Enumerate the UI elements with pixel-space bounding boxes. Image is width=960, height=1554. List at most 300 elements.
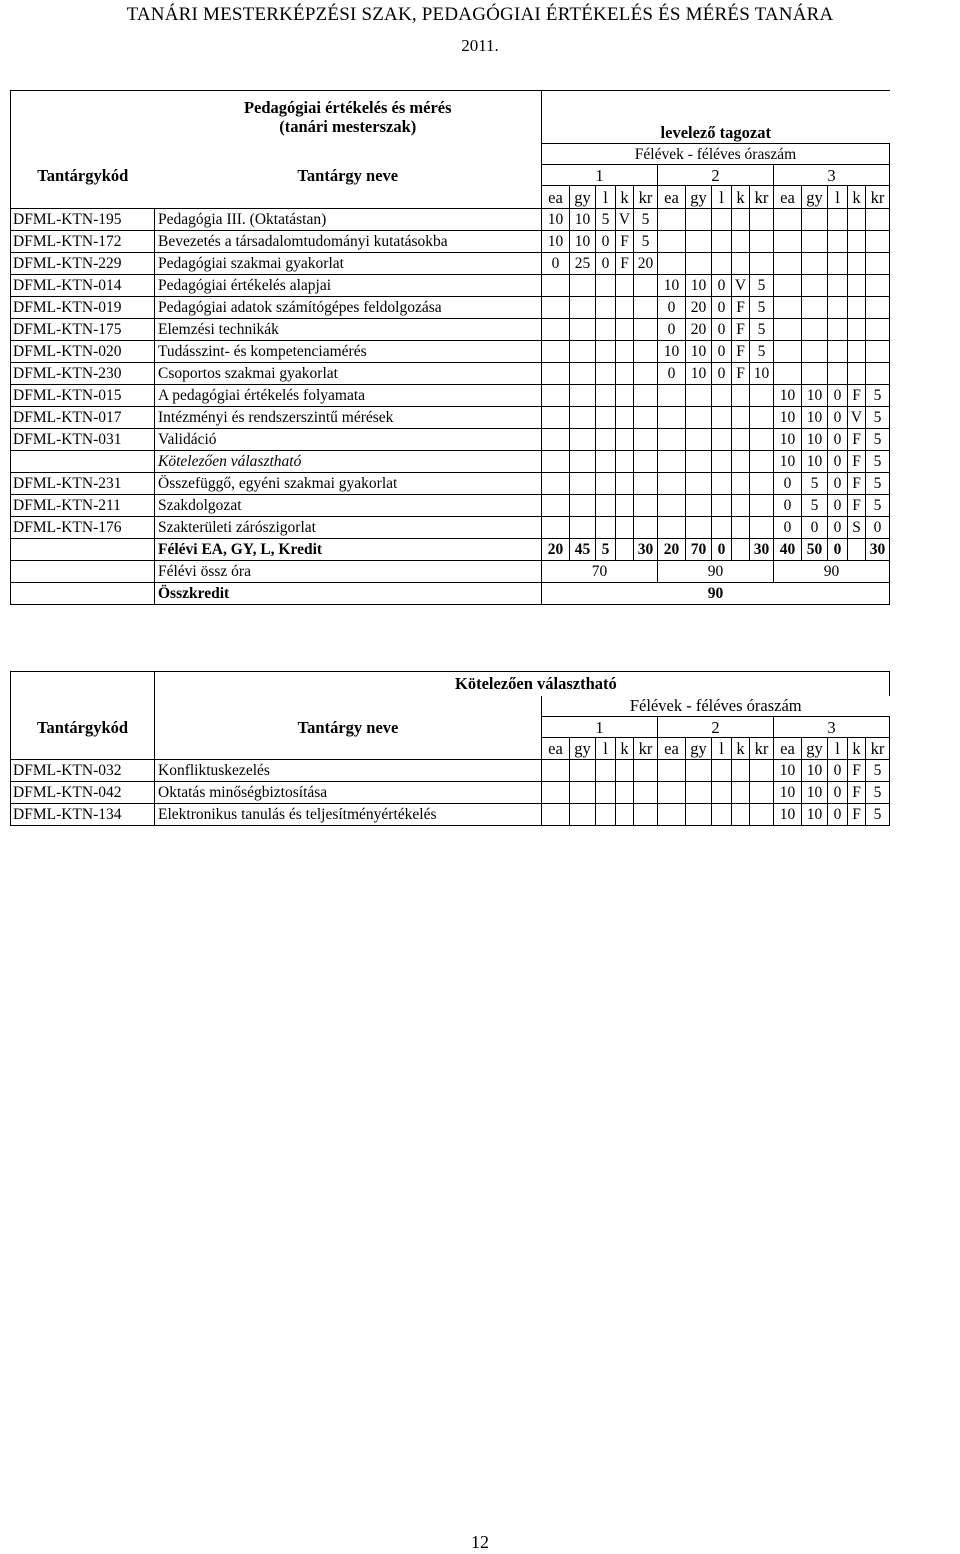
hours-cell: 5: [866, 473, 890, 495]
hours-cell: [732, 495, 750, 517]
hours-cell: 0: [712, 297, 732, 319]
subcolumn-header: ea: [774, 186, 802, 209]
hours-cell: [828, 297, 848, 319]
hours-cell: 10: [774, 760, 802, 782]
hours-cell: [634, 363, 658, 385]
sum-hours-cell: 90: [774, 561, 890, 583]
page-header-year: 2011.: [461, 36, 499, 55]
hours-cell: [634, 804, 658, 826]
hours-cell: 0: [828, 407, 848, 429]
hours-cell: [616, 495, 634, 517]
hours-cell: [616, 319, 634, 341]
hours-cell: [616, 363, 634, 385]
hours-cell: 0: [596, 253, 616, 275]
hours-cell: 0: [542, 253, 570, 275]
hours-cell: [712, 473, 732, 495]
hours-cell: 10: [802, 407, 828, 429]
table-corner-2: [11, 117, 155, 144]
subcolumn-header: l: [712, 738, 732, 760]
table-row: [11, 495, 890, 517]
hours-cell: [596, 517, 616, 539]
sum-hours-cell: 70: [542, 561, 658, 583]
hours-cell: [686, 209, 712, 231]
course-name: Tudásszint- és kompetenciamérés: [155, 341, 542, 363]
hours-cell: [866, 363, 890, 385]
hours-cell: [658, 451, 686, 473]
hours-cell: [570, 804, 596, 826]
course-code: DFML-KTN-230: [11, 363, 155, 385]
hours-cell: [712, 209, 732, 231]
hours-cell: [866, 275, 890, 297]
hours-cell: 10: [802, 804, 828, 826]
hours-cell: [570, 363, 596, 385]
total-cell: 45: [570, 539, 596, 561]
hours-cell: [542, 363, 570, 385]
hours-cell: [634, 782, 658, 804]
hours-cell: [828, 275, 848, 297]
hours-cell: [542, 782, 570, 804]
sum-hours-code: [11, 561, 155, 583]
table-row: [11, 782, 890, 804]
hours-cell: [658, 429, 686, 451]
table-row: [11, 407, 890, 429]
hours-cell: [658, 517, 686, 539]
hours-cell: [802, 363, 828, 385]
hours-cell: F: [848, 782, 866, 804]
hours-cell: [732, 429, 750, 451]
hours-cell: S: [848, 517, 866, 539]
hours-cell: 0: [712, 275, 732, 297]
hours-cell: [686, 473, 712, 495]
hours-cell: [596, 297, 616, 319]
hours-cell: [774, 253, 802, 275]
hours-cell: [802, 231, 828, 253]
hours-cell: V: [616, 209, 634, 231]
hours-cell: [848, 275, 866, 297]
course-code: DFML-KTN-019: [11, 297, 155, 319]
hours-cell: [828, 363, 848, 385]
hours-cell: 20: [686, 297, 712, 319]
course-code: DFML-KTN-176: [11, 517, 155, 539]
hours-cell: [616, 451, 634, 473]
hours-cell: [828, 341, 848, 363]
total-cell: 50: [802, 539, 828, 561]
hours-cell: [712, 429, 732, 451]
hours-cell: 0: [712, 341, 732, 363]
hours-cell: [686, 407, 712, 429]
hours-cell: [658, 782, 686, 804]
hours-cell: [750, 473, 774, 495]
hours-cell: [596, 782, 616, 804]
t2-col-header-name: Tantárgy neve: [155, 696, 542, 760]
hours-cell: 0: [828, 804, 848, 826]
table-row: [11, 297, 890, 319]
page-header-title: TANÁRI MESTERKÉPZÉSI SZAK, PEDAGÓGIAI ÉRTÉKELÉS ÉS MÉRÉS TANÁRA: [126, 4, 834, 25]
hours-cell: 25: [570, 253, 596, 275]
subcolumn-header: kr: [866, 738, 890, 760]
hours-cell: [750, 429, 774, 451]
hours-cell: [542, 385, 570, 407]
hours-cell: F: [848, 760, 866, 782]
hours-cell: [658, 209, 686, 231]
subcolumn-header: k: [732, 738, 750, 760]
hours-cell: [750, 253, 774, 275]
hours-cell: [542, 451, 570, 473]
hours-cell: [802, 209, 828, 231]
course-code: DFML-KTN-172: [11, 231, 155, 253]
hours-cell: 0: [774, 495, 802, 517]
total-cell: [848, 539, 866, 561]
hours-cell: 10: [658, 275, 686, 297]
hours-cell: [750, 782, 774, 804]
hours-cell: 10: [802, 782, 828, 804]
hours-cell: F: [848, 495, 866, 517]
subcolumn-header: ea: [658, 186, 686, 209]
hours-cell: 0: [828, 451, 848, 473]
hours-cell: [634, 341, 658, 363]
course-code: DFML-KTN-175: [11, 319, 155, 341]
subcolumn-header: ea: [542, 186, 570, 209]
hours-cell: 0: [802, 517, 828, 539]
hours-cell: [686, 385, 712, 407]
subcolumn-header: ea: [658, 738, 686, 760]
course-name: Pedagógiai szakmai gyakorlat: [155, 253, 542, 275]
hours-cell: [802, 275, 828, 297]
hours-cell: [866, 253, 890, 275]
hours-cell: [616, 297, 634, 319]
subcolumn-header: l: [828, 738, 848, 760]
subcolumn-header: ea: [542, 738, 570, 760]
hours-cell: 10: [570, 209, 596, 231]
hours-cell: [686, 231, 712, 253]
page-number: 12: [471, 1532, 489, 1552]
hours-cell: [732, 451, 750, 473]
total-cell: 0: [712, 539, 732, 561]
hours-cell: 0: [658, 297, 686, 319]
table-row: [11, 451, 890, 473]
semester-header: 2: [658, 165, 774, 186]
hours-cell: [732, 517, 750, 539]
hours-cell: 0: [828, 760, 848, 782]
hours-cell: [712, 231, 732, 253]
table-row: [11, 385, 890, 407]
hours-cell: [848, 297, 866, 319]
hours-cell: [828, 319, 848, 341]
hours-cell: [802, 253, 828, 275]
total-cell: 20: [658, 539, 686, 561]
subcolumn-header: k: [848, 186, 866, 209]
totals-code: [11, 539, 155, 561]
course-name: Bevezetés a társadalomtudományi kutatásokba: [155, 231, 542, 253]
hours-cell: [634, 495, 658, 517]
course-name: Pedagógiai adatok számítógépes feldolgozása: [155, 297, 542, 319]
hours-cell: [596, 760, 616, 782]
hours-cell: 10: [774, 407, 802, 429]
hours-cell: 10: [686, 363, 712, 385]
total-cell: 30: [866, 539, 890, 561]
table-row: [11, 209, 890, 231]
hours-cell: [596, 407, 616, 429]
hours-cell: 5: [750, 275, 774, 297]
course-name: Pedagógiai értékelés alapjai: [155, 275, 542, 297]
hours-cell: [616, 275, 634, 297]
course-name: Intézményi és rendszerszintű mérések: [155, 407, 542, 429]
hours-cell: [866, 341, 890, 363]
subcolumn-header: kr: [634, 186, 658, 209]
hours-cell: [634, 451, 658, 473]
semester-header: 3: [774, 717, 890, 738]
hours-cell: [570, 429, 596, 451]
total-credit-row: [11, 583, 890, 605]
hours-cell: [712, 253, 732, 275]
hours-cell: F: [848, 429, 866, 451]
hours-cell: 10: [774, 782, 802, 804]
hours-cell: [686, 429, 712, 451]
hours-cell: 10: [802, 451, 828, 473]
course-name: Összefüggő, egyéni szakmai gyakorlat: [155, 473, 542, 495]
hours-cell: 10: [774, 804, 802, 826]
hours-cell: [570, 451, 596, 473]
semester-header: 1: [542, 717, 658, 738]
hours-cell: [542, 429, 570, 451]
hours-cell: [570, 297, 596, 319]
hours-cell: [732, 385, 750, 407]
table-row: [11, 429, 890, 451]
hours-cell: [542, 804, 570, 826]
hours-cell: [828, 253, 848, 275]
course-name: Szakdolgozat: [155, 495, 542, 517]
hours-cell: [774, 341, 802, 363]
semester-header: 2: [658, 717, 774, 738]
hours-cell: [750, 495, 774, 517]
hours-cell: [570, 473, 596, 495]
hours-cell: 0: [712, 363, 732, 385]
hours-cell: 10: [774, 451, 802, 473]
subcolumn-header: gy: [802, 738, 828, 760]
hours-cell: [712, 451, 732, 473]
course-name: Elektronikus tanulás és teljesítményértékelés: [155, 804, 542, 826]
course-code: DFML-KTN-195: [11, 209, 155, 231]
hours-cell: 0: [828, 473, 848, 495]
hours-cell: [542, 341, 570, 363]
subcolumn-header: k: [848, 738, 866, 760]
hours-cell: [616, 804, 634, 826]
hours-cell: [570, 275, 596, 297]
hours-cell: [774, 209, 802, 231]
course-code: [11, 451, 155, 473]
total-cell: 70: [686, 539, 712, 561]
col-header-name: Tantárgy neve: [155, 144, 542, 209]
total-credit-value: 90: [542, 583, 890, 605]
hours-cell: [570, 407, 596, 429]
course-name: Oktatás minőségbiztosítása: [155, 782, 542, 804]
sum-hours-label: Félévi össz óra: [155, 561, 542, 583]
hours-cell: [596, 473, 616, 495]
hours-cell: [866, 319, 890, 341]
hours-cell: [596, 804, 616, 826]
hours-cell: [774, 363, 802, 385]
hours-cell: 0: [828, 782, 848, 804]
subcolumn-header: gy: [686, 186, 712, 209]
subcolumn-header: l: [712, 186, 732, 209]
hours-cell: [634, 429, 658, 451]
course-name: Validáció: [155, 429, 542, 451]
hours-cell: [542, 517, 570, 539]
hours-cell: [750, 231, 774, 253]
table-row: [11, 760, 890, 782]
total-credit-code: [11, 583, 155, 605]
hours-cell: 5: [634, 231, 658, 253]
hours-cell: [774, 231, 802, 253]
totals-row: [11, 539, 890, 561]
hours-cell: [570, 319, 596, 341]
hours-cell: [732, 804, 750, 826]
hours-cell: V: [848, 407, 866, 429]
hours-cell: [570, 517, 596, 539]
hours-cell: [542, 407, 570, 429]
hours-cell: 5: [750, 341, 774, 363]
hours-cell: 5: [866, 451, 890, 473]
hours-cell: [596, 495, 616, 517]
hours-cell: F: [732, 319, 750, 341]
course-code: DFML-KTN-017: [11, 407, 155, 429]
hours-cell: [616, 429, 634, 451]
subcolumn-header: l: [596, 186, 616, 209]
hours-cell: [732, 209, 750, 231]
hours-cell: [712, 782, 732, 804]
course-code: DFML-KTN-031: [11, 429, 155, 451]
hours-cell: [596, 319, 616, 341]
hours-cell: 5: [866, 407, 890, 429]
hours-cell: [802, 319, 828, 341]
hours-cell: [866, 297, 890, 319]
hours-cell: [658, 385, 686, 407]
hours-cell: [712, 407, 732, 429]
hours-cell: [634, 275, 658, 297]
hours-cell: [774, 275, 802, 297]
t2-semesters-label: Félévek - féléves óraszám: [629, 696, 802, 716]
hours-cell: [750, 760, 774, 782]
subcolumn-header: kr: [750, 738, 774, 760]
course-code: DFML-KTN-134: [11, 804, 155, 826]
course-name: Kötelezően választható: [155, 451, 542, 473]
hours-cell: 10: [542, 231, 570, 253]
course-code: DFML-KTN-211: [11, 495, 155, 517]
hours-cell: [596, 363, 616, 385]
elective-title: Kötelezően választható: [155, 672, 890, 696]
table-row: [11, 275, 890, 297]
hours-cell: [658, 804, 686, 826]
hours-cell: [712, 495, 732, 517]
hours-cell: [634, 473, 658, 495]
hours-cell: [774, 297, 802, 319]
hours-cell: [596, 341, 616, 363]
hours-cell: [732, 782, 750, 804]
hours-cell: 10: [774, 385, 802, 407]
hours-cell: [616, 341, 634, 363]
hours-cell: [686, 451, 712, 473]
table-row: [11, 517, 890, 539]
sum-hours-row: [11, 561, 890, 583]
hours-cell: [570, 760, 596, 782]
hours-cell: [634, 760, 658, 782]
hours-cell: [616, 473, 634, 495]
subcolumn-header: kr: [750, 186, 774, 209]
course-name: Konfliktuskezelés: [155, 760, 542, 782]
hours-cell: [658, 473, 686, 495]
hours-cell: 0: [596, 231, 616, 253]
hours-cell: 5: [866, 760, 890, 782]
hours-cell: [542, 760, 570, 782]
hours-cell: [634, 297, 658, 319]
hours-cell: [750, 407, 774, 429]
hours-cell: 10: [658, 341, 686, 363]
table-row: [11, 253, 890, 275]
hours-cell: F: [848, 385, 866, 407]
course-code: DFML-KTN-231: [11, 473, 155, 495]
hours-cell: 5: [802, 495, 828, 517]
curriculum-table: [10, 90, 890, 605]
hours-cell: 10: [686, 341, 712, 363]
subcolumn-header: kr: [634, 738, 658, 760]
hours-cell: 10: [570, 231, 596, 253]
course-code: DFML-KTN-014: [11, 275, 155, 297]
table-row: [11, 473, 890, 495]
t2-col-header-code: Tantárgykód: [11, 696, 155, 760]
table-corner: [11, 91, 155, 117]
semester-header: 1: [542, 165, 658, 186]
hours-cell: 0: [774, 517, 802, 539]
course-code: DFML-KTN-032: [11, 760, 155, 782]
course-name: Szakterületi zárószigorlat: [155, 517, 542, 539]
course-code: DFML-KTN-020: [11, 341, 155, 363]
hours-cell: [686, 782, 712, 804]
hours-cell: [732, 231, 750, 253]
hours-cell: F: [848, 804, 866, 826]
sum-hours-cell: 90: [658, 561, 774, 583]
hours-cell: [658, 760, 686, 782]
total-cell: 40: [774, 539, 802, 561]
hours-cell: [686, 495, 712, 517]
hours-cell: [848, 319, 866, 341]
hours-cell: 5: [866, 429, 890, 451]
hours-cell: [634, 517, 658, 539]
hours-cell: [658, 407, 686, 429]
hours-cell: 5: [866, 385, 890, 407]
elective-table: [10, 671, 890, 826]
hours-cell: [616, 385, 634, 407]
hours-cell: [712, 760, 732, 782]
hours-cell: [658, 253, 686, 275]
hours-cell: [866, 231, 890, 253]
hours-cell: 10: [802, 385, 828, 407]
hours-cell: [634, 385, 658, 407]
hours-cell: 0: [866, 517, 890, 539]
hours-cell: [570, 782, 596, 804]
total-cell: 0: [828, 539, 848, 561]
hours-cell: 10: [686, 275, 712, 297]
semester-header: 3: [774, 165, 890, 186]
hours-cell: [802, 297, 828, 319]
hours-cell: F: [732, 341, 750, 363]
hours-cell: [542, 495, 570, 517]
hours-cell: [866, 209, 890, 231]
course-code: DFML-KTN-015: [11, 385, 155, 407]
hours-cell: [686, 253, 712, 275]
table-row: [11, 231, 890, 253]
hours-cell: [634, 407, 658, 429]
hours-cell: F: [616, 231, 634, 253]
